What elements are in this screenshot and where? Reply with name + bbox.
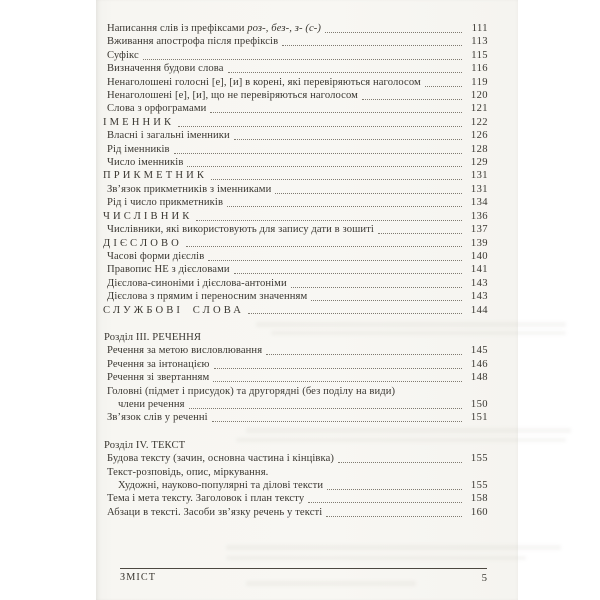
footer-divider — [120, 568, 487, 569]
toc-page-number: 158 — [470, 493, 488, 505]
toc-chapter-entry — [103, 210, 488, 223]
dot-leader — [282, 45, 462, 46]
toc-page-number: 119 — [471, 76, 488, 88]
toc-entry — [103, 129, 488, 142]
toc-section-heading — [103, 331, 488, 344]
toc-entry — [103, 398, 488, 411]
toc-page-number: 111 — [471, 23, 488, 34]
toc-entry-text: ЧИСЛІВНИК — [103, 210, 193, 222]
toc-entry — [103, 277, 488, 290]
toc-page-number: 143 — [470, 277, 488, 289]
toc-entry-text: Правопис НЕ з дієсловами — [107, 264, 230, 276]
toc-page-number: 145 — [470, 345, 488, 357]
toc-entry — [103, 263, 488, 276]
toc-entry — [103, 183, 488, 196]
toc-entry-text: Ненаголошені голосні [е], [и] в корені, які перевіряються наголосом — [107, 76, 421, 88]
toc-entry — [103, 466, 488, 479]
toc-page-number: 128 — [470, 143, 488, 155]
dot-leader — [186, 246, 462, 247]
toc-entry-text: Рід іменників — [107, 143, 170, 155]
dot-leader — [208, 260, 462, 261]
dot-leader — [338, 462, 462, 463]
toc-entry-text: СЛУЖБОВІ СЛОВА — [103, 304, 244, 316]
dot-leader — [234, 139, 462, 140]
toc-page-number: 121 — [470, 103, 488, 115]
toc-entry — [103, 344, 488, 357]
dot-leader — [228, 72, 462, 73]
toc-entry-text: Вживання апострофа після префіксів — [107, 36, 279, 48]
dot-leader — [425, 86, 462, 87]
toc-chapter-entry — [103, 116, 488, 129]
dot-leader — [234, 273, 462, 274]
toc-entry-text: Абзаци в тексті. Засоби зв’язку речень у тексті — [107, 506, 323, 518]
dot-leader — [187, 166, 462, 167]
toc-entry-text: Написання слів із префіксами роз-, без-, з- (с-) — [107, 23, 322, 34]
toc-page-number: 144 — [470, 304, 488, 316]
toc-entry — [103, 506, 488, 519]
toc-entry-text: Речення за інтонацією — [107, 358, 210, 370]
toc-page-number: 155 — [470, 480, 488, 491]
toc-page-number: 129 — [470, 157, 488, 169]
toc-entry-text: Часові форми дієслів — [107, 250, 205, 262]
dot-leader — [189, 408, 462, 409]
toc-page-number: 141 — [470, 264, 488, 276]
dot-leader — [210, 112, 462, 113]
toc-entry — [103, 492, 488, 505]
toc-entry — [103, 385, 488, 398]
page-footer — [120, 572, 487, 584]
dot-leader — [213, 381, 462, 382]
toc-entry-text-italic: роз-, без-, з- (с-) — [247, 23, 322, 34]
toc-entry — [103, 102, 488, 115]
toc-entry — [103, 223, 488, 236]
dot-leader — [266, 354, 462, 355]
toc-entry — [103, 22, 488, 35]
toc-entry — [103, 411, 488, 424]
dot-leader — [325, 32, 462, 33]
page-bleedthrough-artifact — [226, 556, 526, 560]
toc-page-number: 126 — [470, 130, 488, 142]
footer-section-label: ЗМІСТ — [120, 572, 157, 583]
scanned-book-page — [96, 0, 518, 600]
toc-entry-text: Речення зі звертанням — [107, 372, 210, 384]
toc-entry-text: Речення за метою висловлювання — [107, 345, 263, 357]
toc-entry — [103, 479, 488, 492]
toc-entry-text: Власні і загальні іменники — [107, 130, 230, 142]
toc-entry — [103, 62, 488, 75]
toc-list — [96, 22, 518, 519]
toc-page-number: 151 — [470, 412, 488, 424]
toc-entry-text: Головні (підмет і присудок) та другорядні (без поділу на види) — [107, 385, 396, 397]
dot-leader — [327, 489, 462, 490]
toc-page-number: 150 — [470, 398, 488, 410]
dot-leader — [326, 516, 462, 517]
toc-page-number: 143 — [470, 291, 488, 303]
toc-page-number: 115 — [471, 49, 488, 61]
dot-leader — [178, 126, 462, 127]
toc-entry-text: Тема і мета тексту. Заголовок і план тексту — [107, 493, 305, 505]
dot-leader — [174, 153, 462, 154]
toc-entry — [103, 143, 488, 156]
dot-leader — [212, 421, 462, 422]
toc-entry-text: Розділ III. РЕЧЕННЯ — [104, 331, 202, 343]
toc-page-number: 136 — [470, 210, 488, 222]
toc-entry-text: Дієслова-синоніми і дієслова-антоніми — [107, 277, 287, 289]
dot-leader — [275, 193, 462, 194]
dot-leader — [214, 368, 462, 369]
dot-leader — [196, 220, 462, 221]
toc-entry — [103, 290, 488, 303]
dot-leader — [227, 206, 462, 207]
toc-page-number: 131 — [470, 170, 488, 182]
toc-page-number: 160 — [470, 506, 488, 518]
toc-section-heading — [103, 439, 488, 452]
toc-page-number: 122 — [470, 116, 488, 128]
footer-page-number: 5 — [481, 572, 487, 584]
toc-entry-text: Слова з орфограмами — [107, 103, 207, 115]
toc-entry-text: Розділ IV. ТЕКСТ — [104, 439, 186, 451]
toc-entry-text: ІМЕННИК — [103, 116, 175, 128]
dot-leader — [308, 502, 462, 503]
toc-entry-text: Будова тексту (зачин, основна частина і кінцівка) — [107, 453, 335, 465]
dot-leader — [248, 313, 462, 314]
toc-page-number: 131 — [470, 183, 488, 195]
toc-entry-text: ДІЄСЛОВО — [103, 237, 182, 249]
toc-entry — [103, 196, 488, 209]
toc-entry — [103, 49, 488, 62]
toc-entry-text: Визначення будови слова — [107, 63, 224, 75]
page-bleedthrough-artifact — [226, 545, 561, 550]
toc-entry — [103, 76, 488, 89]
toc-entry-text: Ненаголошені [е], [и], що не перевіряються наголосом — [107, 90, 358, 102]
toc-entry — [103, 452, 488, 465]
toc-entry-text: ПРИКМЕТНИК — [103, 170, 207, 182]
dot-leader — [211, 179, 462, 180]
toc-entry — [103, 156, 488, 169]
toc-page-number: 116 — [471, 63, 488, 75]
toc-entry — [103, 250, 488, 263]
toc-page-number: 140 — [470, 250, 488, 262]
toc-page-number: 120 — [470, 90, 488, 102]
toc-entry-text: Суфікс — [107, 49, 139, 61]
toc-page-number: 134 — [470, 197, 488, 209]
dot-leader — [362, 99, 462, 100]
toc-page-number: 137 — [470, 224, 488, 236]
toc-entry — [103, 35, 488, 48]
dot-leader — [378, 233, 462, 234]
dot-leader — [291, 287, 462, 288]
toc-entry-text: Число іменників — [107, 157, 184, 169]
dot-leader — [143, 59, 462, 60]
toc-entry-text: Числівники, які використовують для запису дати в зошиті — [107, 224, 374, 236]
toc-entry — [103, 358, 488, 371]
toc-entry-text: Дієслова з прямим і переносним значенням — [107, 291, 308, 303]
toc-entry-text: члени речення — [118, 398, 185, 410]
toc-chapter-entry — [103, 169, 488, 182]
toc-chapter-entry — [103, 237, 488, 250]
toc-entry-text: Зв’язок прикметників з іменниками — [107, 183, 272, 195]
toc-page-number: 146 — [470, 358, 488, 370]
toc-entry — [103, 371, 488, 384]
toc-page-number: 148 — [470, 372, 488, 384]
toc-entry — [103, 89, 488, 102]
toc-entry-text: Текст-розповідь, опис, міркування. — [107, 466, 269, 478]
toc-entry-text: Художні, науково-популярні та ділові тексти — [118, 480, 324, 491]
toc-page-number: 113 — [471, 36, 488, 48]
toc-chapter-entry — [103, 304, 488, 317]
toc-entry-text: Зв’язок слів у реченні — [107, 412, 208, 424]
toc-page-number: 139 — [470, 237, 488, 249]
toc-entry-text: Рід і число прикметників — [107, 197, 224, 209]
toc-page-number: 155 — [470, 453, 488, 465]
dot-leader — [311, 300, 462, 301]
